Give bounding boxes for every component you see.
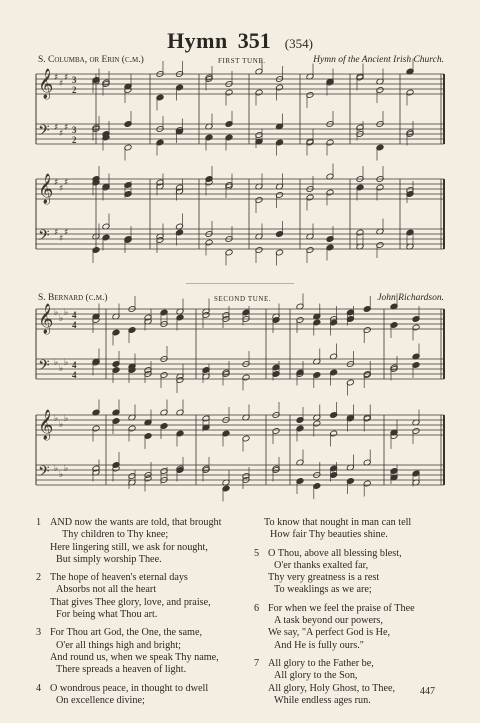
time-signature: 3 xyxy=(72,125,77,135)
time-signature: 4 xyxy=(72,360,77,370)
bass-clef-icon: 𝄢 xyxy=(38,463,50,484)
tune1-source: Hymn of the Ancient Irish Church. xyxy=(313,55,444,65)
stanza-number: 6 xyxy=(254,602,260,614)
hymn-alt-number: (354) xyxy=(284,36,313,51)
stanza-number: 4 xyxy=(36,682,42,694)
stanza-line: Thy children to Thy knee; xyxy=(62,529,169,541)
stanza-2 xyxy=(36,572,221,621)
sharp-icon: ♯ xyxy=(59,129,64,139)
hymn-word: Hymn xyxy=(167,28,228,53)
flat-icon: ♭ xyxy=(54,464,59,474)
stanza-line: That gives Thee glory, love, and praise, xyxy=(50,596,211,608)
time-signature: 2 xyxy=(72,135,77,145)
tune1-label: FIRST TUNE. xyxy=(218,57,266,65)
stanza-line: There spreads a heaven of light. xyxy=(56,664,187,676)
treble-clef-icon: 𝄞 xyxy=(38,174,54,204)
flat-icon: ♭ xyxy=(64,358,69,368)
time-signature: 4 xyxy=(72,370,77,380)
stanza-4-start xyxy=(36,683,221,708)
tune2-name: S. Bernard (c.m.) xyxy=(38,293,108,303)
stanza-line: O Thou, above all blessing blest, xyxy=(268,547,402,559)
sharp-icon: ♯ xyxy=(54,73,59,83)
stanza-4-end xyxy=(254,517,415,542)
flat-icon: ♭ xyxy=(64,464,69,474)
sharp-icon: ♯ xyxy=(64,123,69,133)
treble-clef-icon: 𝄞 xyxy=(38,69,54,99)
stanza-line: For Thou art God, the One, the same, xyxy=(50,627,203,639)
sharp-icon: ♯ xyxy=(54,228,59,238)
stanza-line: AND now the wants are told, that brought xyxy=(50,517,222,528)
sharp-icon: ♯ xyxy=(59,79,64,89)
stanza-line: Absorbs not all the heart xyxy=(56,584,157,596)
hymn-number: 351 xyxy=(237,28,271,53)
flat-icon: ♭ xyxy=(59,420,64,430)
tune1-name: S. Columba, or Erin (c.m.) xyxy=(38,55,144,65)
sharp-icon: ♯ xyxy=(64,228,69,238)
time-signature: 4 xyxy=(72,310,77,320)
stanza-line: But simply worship Thee. xyxy=(56,553,162,565)
treble-clef-icon: 𝄞 xyxy=(38,304,54,334)
sharp-icon: ♯ xyxy=(54,178,59,188)
stanza-line: Thy very greatness is a rest xyxy=(268,572,380,584)
treble-clef-icon: 𝄞 xyxy=(38,410,54,440)
flat-icon: ♭ xyxy=(59,470,64,480)
stanza-line: For being what Thou art. xyxy=(56,609,158,621)
flat-icon: ♭ xyxy=(64,414,69,424)
stanza-line: While endless ages run. xyxy=(274,694,371,706)
sharp-icon: ♯ xyxy=(59,184,64,194)
stanza-line: Here lingering still, we ask for nought, xyxy=(50,541,208,553)
stanza-line: And round us, when we speak Thy name, xyxy=(50,651,219,663)
stanza-line: O'er thanks exalted far, xyxy=(274,559,369,571)
stanza-column-right xyxy=(254,517,415,707)
page-number: 447 xyxy=(420,686,435,697)
sharp-icon: ♯ xyxy=(64,73,69,83)
stanza-line: A task beyond our powers, xyxy=(274,615,383,627)
stanza-line: On excellence divine; xyxy=(56,694,145,706)
stanza-line: For when we feel the praise of Thee xyxy=(268,602,415,614)
stanza-number: 5 xyxy=(254,547,260,559)
flat-icon: ♭ xyxy=(64,308,69,318)
flat-icon: ♭ xyxy=(54,358,59,368)
bass-clef-icon: 𝄢 xyxy=(38,227,50,248)
bass-clef-icon: 𝄢 xyxy=(38,122,50,143)
bass-clef-icon: 𝄢 xyxy=(38,357,50,378)
stanza-line: The hope of heaven's eternal days xyxy=(50,572,188,584)
sharp-icon: ♯ xyxy=(54,123,59,133)
sharp-icon: ♯ xyxy=(64,178,69,188)
tune2-label: SECOND TUNE. xyxy=(214,295,272,303)
time-signature: 2 xyxy=(72,85,77,95)
flat-icon: ♭ xyxy=(59,314,64,324)
stanza-number: 2 xyxy=(36,572,42,584)
stanza-line: To weaklings as we are; xyxy=(274,584,372,596)
tune2-composer: John Richardson. xyxy=(377,293,444,303)
stanza-5 xyxy=(254,548,415,597)
stanza-column-left xyxy=(36,517,221,707)
flat-icon: ♭ xyxy=(54,414,59,424)
stanza-line: O wondrous peace, in thought to dwell xyxy=(50,682,209,694)
time-signature: 4 xyxy=(72,320,77,330)
stanza-number: 3 xyxy=(36,627,42,639)
flat-icon: ♭ xyxy=(59,364,64,374)
stanza-1 xyxy=(36,517,221,566)
stanza-line: To know that nought in man can tell xyxy=(264,517,412,528)
stanza-line: We say, "A perfect God is He, xyxy=(268,627,391,639)
stanza-line: O'er all things high and bright; xyxy=(56,639,181,651)
stanza-number: 7 xyxy=(254,657,260,669)
stanza-line: And He is fully ours." xyxy=(274,639,364,651)
time-signature: 3 xyxy=(72,75,77,85)
stanza-line: All glory, Holy Ghost, to Thee, xyxy=(268,682,396,694)
stanza-6 xyxy=(254,603,415,652)
stanza-3 xyxy=(36,627,221,676)
stanza-line: All glory to the Son, xyxy=(274,670,358,682)
stanza-line: All glory to the Father be, xyxy=(268,657,374,669)
flat-icon: ♭ xyxy=(54,308,59,318)
stanza-7 xyxy=(254,658,415,707)
stanza-number: 1 xyxy=(36,517,42,528)
stanza-line: How fair Thy beauties shine. xyxy=(270,529,388,541)
sharp-icon: ♯ xyxy=(59,234,64,244)
